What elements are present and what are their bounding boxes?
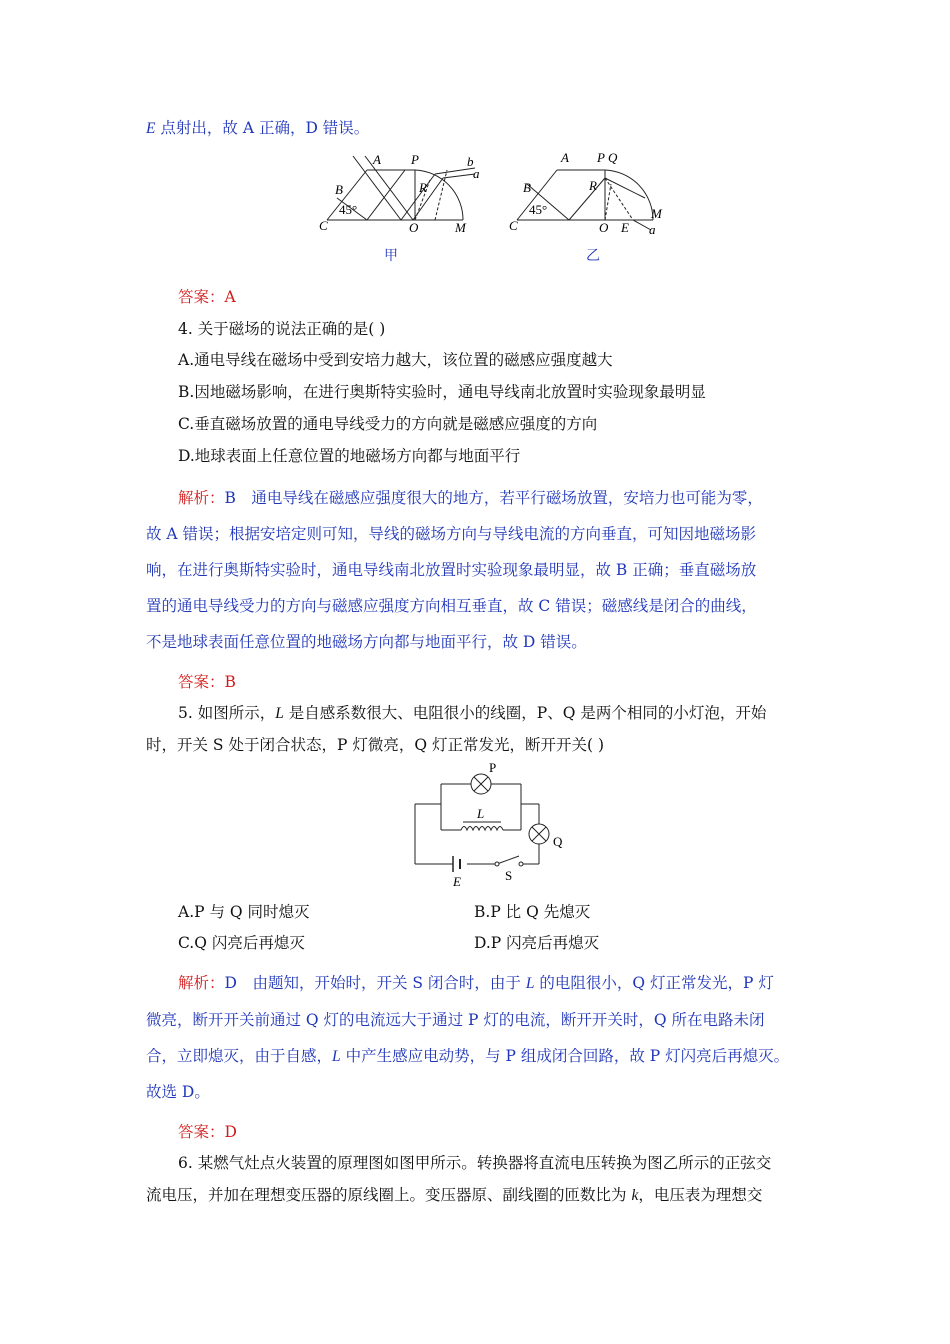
label-p: P	[489, 760, 497, 775]
q6-text: ，电压表为理想交	[638, 1186, 763, 1204]
answer-label: 答案：	[178, 673, 225, 691]
q5-option-c: C.Q 闪亮后再熄灭	[178, 934, 305, 952]
stem-text: 是自感系数很大、电阻很小的线圈，P、Q 是两个相同的小灯泡，开始	[283, 704, 767, 722]
answer-label: 答案：	[178, 288, 225, 306]
q5-option-b: B.P 比 Q 先熄灭	[474, 903, 591, 921]
q4-analysis-line-4: 置的通电导线受力的方向与磁感应强度方向相互垂直，故 C 错误；磁感线是闭合的曲线，	[146, 597, 757, 615]
caption-yi: 乙	[586, 248, 600, 264]
q4-option-d: D.地球表面上任意位置的地磁场方向都与地面平行	[178, 447, 521, 465]
q5-analysis-line-4: 故选 D。	[146, 1083, 210, 1101]
symbol-l: L	[525, 975, 535, 992]
circuit-diagram	[405, 760, 580, 890]
continuation-line	[146, 116, 369, 138]
label-a-lower: a	[473, 166, 480, 181]
q5-stem-line-2: 时，开关 S 处于闭合状态，P 灯微亮，Q 灯正常发光，断开开关( )	[146, 736, 604, 754]
figure-jia	[315, 148, 485, 236]
stem-text: 5. 如图所示，	[178, 704, 276, 722]
continuation-text: 点射出，故 A 正确，D 错误。	[160, 119, 370, 137]
symbol-k: k	[631, 1187, 639, 1204]
label-a: A	[561, 150, 569, 165]
q4-analysis-line-5: 不是地球表面任意位置的地磁场方向都与地面平行，故 D 错误。	[146, 633, 587, 651]
label-m: M	[455, 220, 466, 235]
answer-value: B	[224, 673, 236, 691]
analysis-label: 解析：	[178, 974, 225, 992]
q4-analysis-line-2: 故 A 错误；根据安培定则可知，导线的磁场方向与导线电流的方向垂直，可知因地磁场影	[146, 525, 757, 543]
answer-value: A	[224, 288, 236, 306]
q4-analysis-line-3: 响，在进行奥斯特实验时，通电导线南北放置时实验现象最明显，故 B 正确；垂直磁场放	[146, 561, 757, 579]
label-m: M	[651, 206, 662, 221]
q5-analysis-line-3	[146, 1044, 789, 1066]
q5-option-a: A.P 与 Q 同时熄灭	[178, 903, 310, 921]
label-c: C	[319, 218, 328, 233]
point-e: E	[146, 120, 156, 137]
answer-label: 答案：	[178, 1123, 225, 1141]
q5-analysis-line-1	[178, 971, 774, 993]
symbol-l: L	[275, 705, 284, 722]
label-b: B	[335, 182, 343, 197]
label-e: E	[621, 220, 629, 235]
q4-option-a: A.通电导线在磁场中受到安培力越大，该位置的磁感应强度越大	[178, 351, 613, 369]
angle-label: 45°	[339, 202, 358, 217]
answer-value: D	[224, 1123, 237, 1141]
label-s: S	[505, 868, 513, 883]
q4-stem: 4. 关于磁场的说法正确的是( )	[178, 320, 386, 338]
label-a-lower: a	[649, 222, 656, 236]
label-e: E	[453, 874, 461, 889]
analysis-label: 解析：	[178, 489, 225, 507]
label-q: Q	[553, 834, 563, 849]
label-b-lower: b	[467, 154, 474, 169]
analysis-text: 的电阻很小，Q 灯正常发光，P 灯	[534, 974, 774, 992]
label-l: L	[477, 806, 485, 821]
q4-analysis-line-1	[178, 486, 763, 508]
q5-stem-line-1	[178, 701, 766, 723]
analysis-text: 合，立即熄灭，由于自感，	[146, 1047, 333, 1065]
q5-answer	[178, 1120, 237, 1142]
analysis-text: B 通电导线在磁感应强度很大的地方，若平行磁场放置，安培力也可能为零，	[224, 489, 763, 507]
q6-line-1: 6. 某燃气灶点火装置的原理图如图甲所示。转换器将直流电压转换为图乙所示的正弦交	[178, 1154, 772, 1172]
q4-answer	[178, 670, 236, 692]
label-c: C	[509, 218, 518, 233]
label-o: O	[409, 220, 419, 235]
label-r: R	[419, 180, 427, 195]
analysis-text: D 由题知，开始时，开关 S 闭合时，由于	[224, 974, 526, 992]
label-a: A	[373, 152, 381, 167]
angle-label: 45°	[529, 202, 548, 217]
caption-jia: 甲	[384, 248, 398, 264]
q4-option-b: B.因地磁场影响，在进行奥斯特实验时，通电导线南北放置时实验现象最明显	[178, 383, 706, 401]
symbol-l: L	[332, 1048, 341, 1065]
q5-option-d: D.P 闪亮后再熄灭	[474, 934, 600, 952]
label-o: O	[599, 220, 609, 235]
figure-yi	[505, 148, 675, 236]
q5-analysis-line-2: 微亮，断开开关前通过 Q 灯的电流远大于通过 P 灯的电流，断开开关时，Q 所在电路未闭	[146, 1011, 765, 1029]
q4-option-c: C.垂直磁场放置的通电导线受力的方向就是磁感应强度的方向	[178, 415, 598, 433]
analysis-text: 中产生感应电动势，与 P 组成闭合回路，故 P 灯闪亮后再熄灭。	[340, 1047, 790, 1065]
label-r: R	[589, 178, 597, 193]
q3-answer	[178, 285, 236, 307]
label-p: P	[411, 152, 419, 167]
q6-text: 流电压，并加在理想变压器的原线圈上。变压器原、副线圈的匝数比为	[146, 1186, 632, 1204]
label-b: B	[523, 180, 531, 195]
label-pq: P Q	[597, 150, 618, 165]
q6-line-2	[146, 1183, 762, 1205]
